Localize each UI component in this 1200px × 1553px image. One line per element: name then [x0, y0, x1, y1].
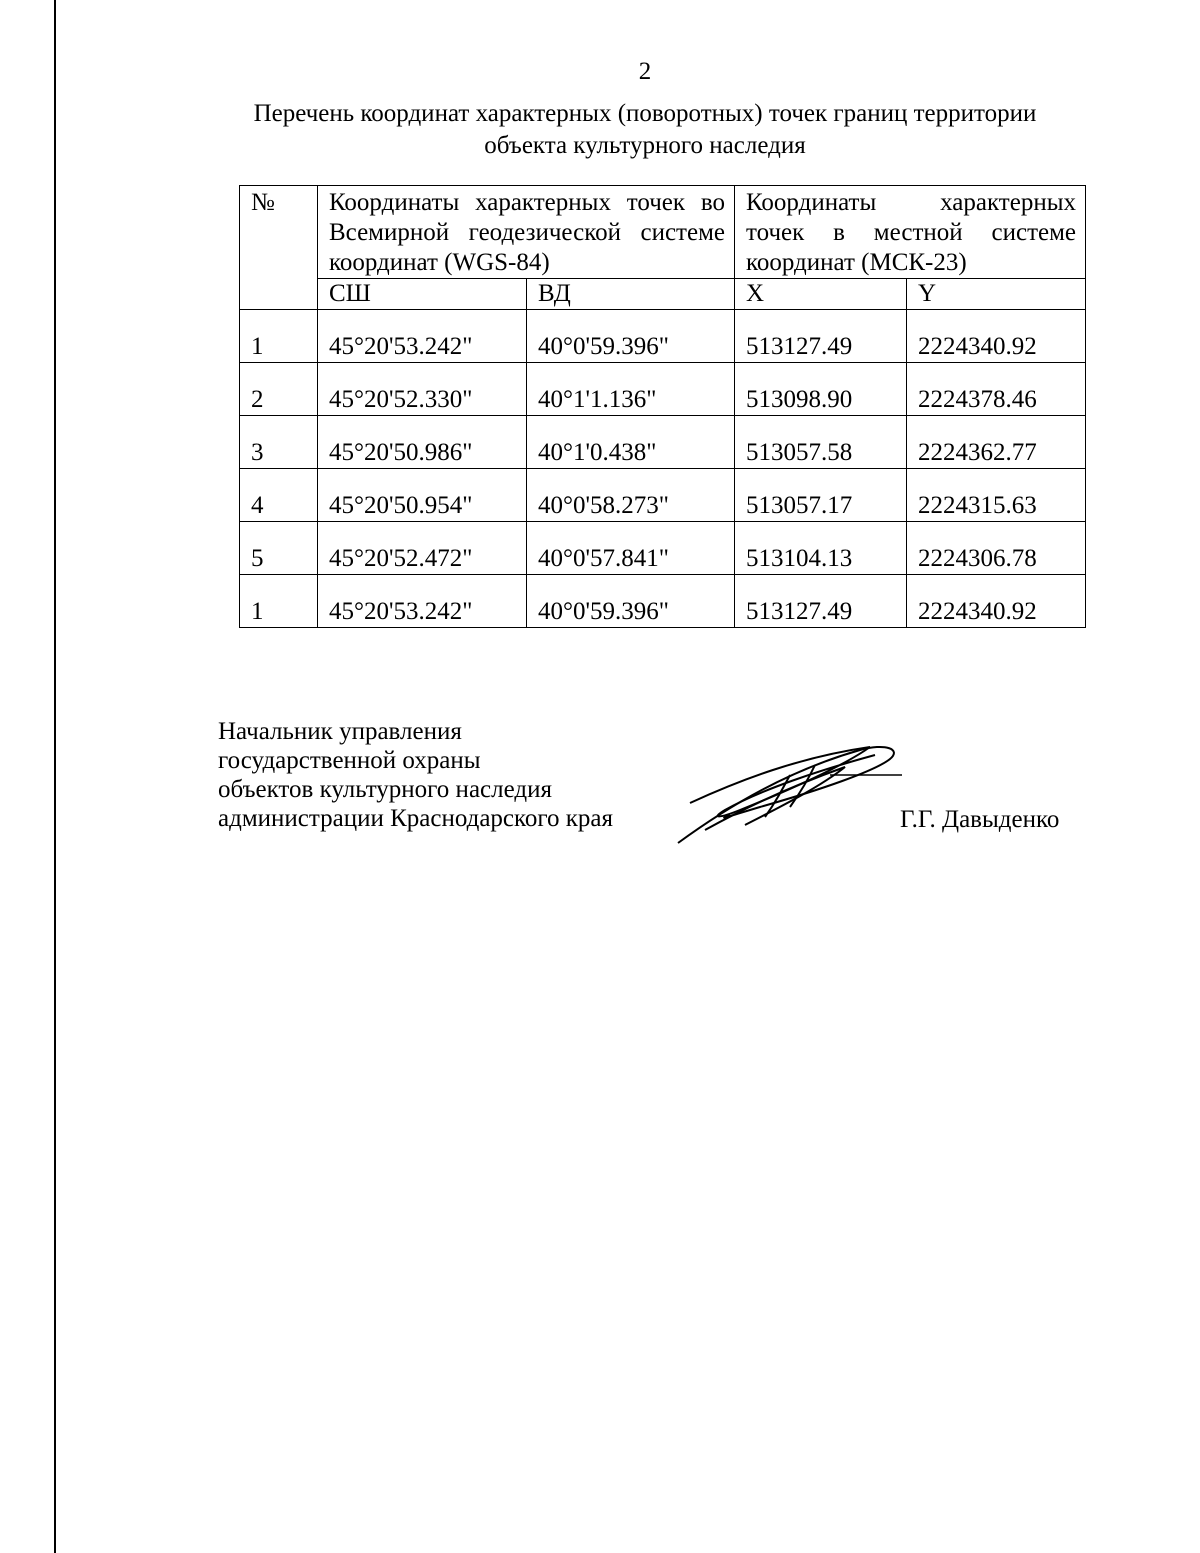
header-msk23-line-2: точек в местной системе	[746, 219, 1077, 246]
cell-latitude: 45°20'52.472"	[318, 522, 527, 575]
cell-y: 2224340.92	[907, 310, 1086, 363]
signatory-position-line-1: Начальник управления	[218, 718, 462, 745]
cell-x: 513098.90	[735, 363, 907, 416]
cell-number: 2	[240, 363, 318, 416]
cell-y: 2224378.46	[907, 363, 1086, 416]
header-msk23-line-1: Координаты характерных	[746, 189, 1077, 216]
cell-x: 513104.13	[735, 522, 907, 575]
coordinates-table	[239, 185, 1086, 628]
document-title	[195, 98, 1095, 162]
cell-y: 2224362.77	[907, 416, 1086, 469]
signatory-position-line-2: государственной охраны	[218, 747, 481, 774]
table-header-row-2	[240, 279, 1086, 310]
header-wgs84	[318, 186, 735, 279]
cell-latitude: 45°20'53.242"	[318, 310, 527, 363]
cell-x: 513127.49	[735, 575, 907, 628]
table-row	[240, 469, 1086, 522]
cell-longitude: 40°0'59.396"	[527, 575, 735, 628]
table-row	[240, 363, 1086, 416]
cell-x: 513057.58	[735, 416, 907, 469]
document-title-line-2: объекта культурного наследия	[484, 132, 806, 159]
table-row	[240, 575, 1086, 628]
cell-number: 4	[240, 469, 318, 522]
cell-latitude: 45°20'50.954"	[318, 469, 527, 522]
cell-latitude: 45°20'52.330"	[318, 363, 527, 416]
cell-longitude: 40°0'58.273"	[527, 469, 735, 522]
cell-x: 513127.49	[735, 310, 907, 363]
cell-longitude: 40°1'1.136"	[527, 363, 735, 416]
table-header-row-1	[240, 186, 1086, 279]
header-msk23	[735, 186, 1086, 279]
cell-longitude: 40°0'59.396"	[527, 310, 735, 363]
document-title-line-1: Перечень координат характерных (поворотных) точек границ территории	[253, 100, 1037, 127]
header-longitude: ВД	[527, 279, 735, 310]
table-row	[240, 416, 1086, 469]
signatory-name: Г.Г. Давыденко	[900, 806, 1060, 833]
cell-y: 2224340.92	[907, 575, 1086, 628]
cell-number: 1	[240, 575, 318, 628]
page-left-rule	[54, 0, 56, 1553]
signatory-position	[218, 717, 613, 833]
header-msk23-line-3: координат (МСК-23)	[746, 249, 967, 276]
signatory-position-line-3: объектов культурного наследия	[218, 776, 552, 803]
header-y: Y	[907, 279, 1086, 310]
header-x: X	[735, 279, 907, 310]
header-latitude: СШ	[318, 279, 527, 310]
header-number: №	[240, 186, 318, 310]
cell-longitude: 40°0'57.841"	[527, 522, 735, 575]
cell-longitude: 40°1'0.438"	[527, 416, 735, 469]
cell-y: 2224315.63	[907, 469, 1086, 522]
page-number: 2	[638, 58, 652, 85]
cell-number: 3	[240, 416, 318, 469]
header-wgs84-line-2: Всемирной геодезической системе	[329, 219, 725, 246]
header-wgs84-line-1: Координаты характерных точек во	[329, 189, 725, 216]
table-row	[240, 310, 1086, 363]
handwritten-signature-icon	[670, 735, 905, 850]
cell-number: 1	[240, 310, 318, 363]
signatory-position-line-4: администрации Краснодарского края	[218, 805, 614, 832]
cell-number: 5	[240, 522, 318, 575]
table-row	[240, 522, 1086, 575]
cell-latitude: 45°20'53.242"	[318, 575, 527, 628]
cell-y: 2224306.78	[907, 522, 1086, 575]
cell-latitude: 45°20'50.986"	[318, 416, 527, 469]
header-wgs84-line-3: координат (WGS-84)	[329, 249, 550, 276]
cell-x: 513057.17	[735, 469, 907, 522]
